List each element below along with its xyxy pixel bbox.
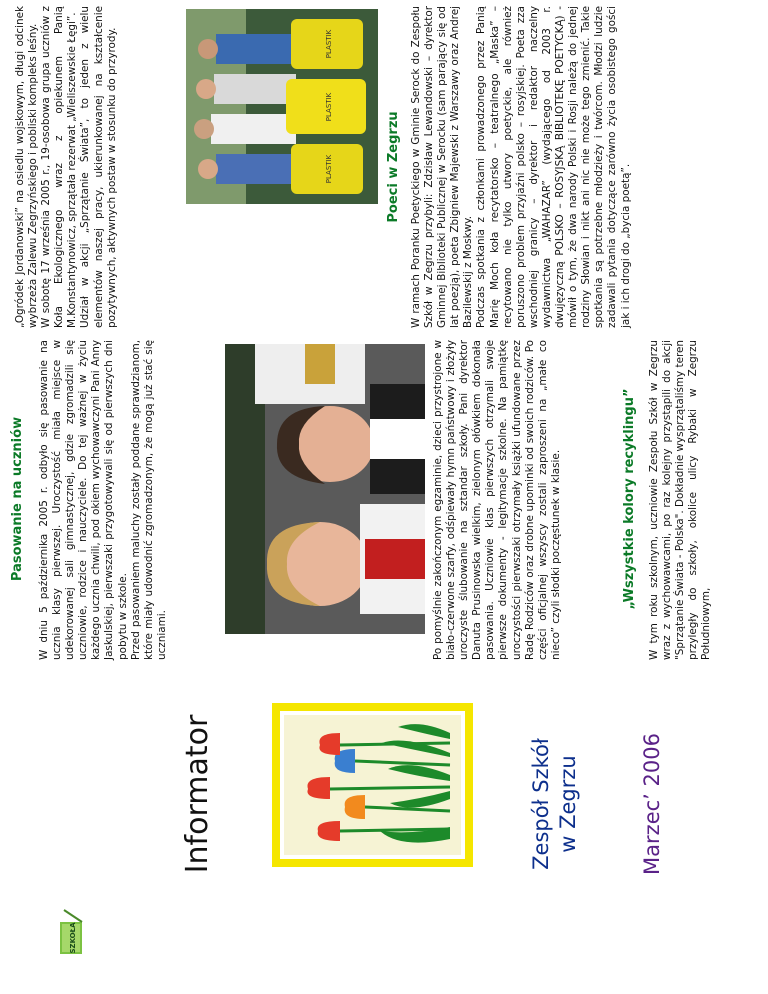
school-logo bbox=[52, 906, 92, 956]
poeci-panel bbox=[0, 0, 768, 334]
pasowanie-photo bbox=[225, 344, 425, 634]
pasowanie-text-top bbox=[38, 340, 169, 660]
recykling-text bbox=[648, 340, 713, 660]
poeci-text bbox=[410, 6, 633, 328]
recykling-continued bbox=[14, 6, 119, 328]
recykling-cont-2: W sobotę 17 września 2005 r., 19-osobowa grupa uczniów z Koła Ekologicznego wraz z opiekunem Panią M.Konstantynowicz, sprzątała rezerwat „Wieliszewskie Łęgi”. bbox=[40, 6, 79, 328]
logo-text: SZKOŁA bbox=[69, 922, 77, 954]
school-line-2: w Zegrzu bbox=[556, 755, 580, 853]
pasowanie-paragraph-2: Przed pasowaniem maluchy zostały poddane sprawdzianom, które miały udowodnić zgromadzonym, że mogą już stać się uczniami. bbox=[129, 340, 168, 660]
cover-panel bbox=[0, 664, 768, 994]
pasowanie-panel bbox=[0, 334, 768, 664]
tulips-illustration bbox=[270, 701, 475, 869]
poeci-title: Poeci w Zegrzu bbox=[386, 111, 401, 223]
pasowanie-title: Pasowanie na uczniów bbox=[10, 416, 25, 582]
school-line-1: Zespół Szkół bbox=[529, 738, 553, 870]
cover-date: Marzec’ 2006 bbox=[640, 733, 664, 875]
recykling-photo bbox=[186, 9, 378, 204]
bag-label-2: PLASTIK bbox=[325, 92, 333, 122]
bag-label-3: PLASTIK bbox=[325, 29, 333, 59]
recykling-cont-3: Udział w akcji „Sprzątanie Świata”, to jeden z wielu elementów naszej pracy, ukierunkowanej na kształcenie pozytywnych, aktywnych postaw w stosunku do przyrody. bbox=[79, 6, 118, 328]
pasowanie-paragraph-1: W dniu 5 października 2005 r. odbyło się pasowanie na ucznia klasy pierwszej. Uroczystość miała miejsce w udekorowanej sali gimnastycznej, gdzie zgromadzili się uczniowie, rodzice i nauczyciele. Do tej ważnej w życiu każdego ucznia chwili, pod okiem wychowawczyni Pani Anny Jaskulskiej, pierwszaki przygotowywali się od pierwszych dni pobytu w szkole. bbox=[38, 340, 129, 660]
bag-label-1: PLASTIK bbox=[325, 154, 333, 184]
pasowanie-text-bottom bbox=[432, 340, 563, 660]
recykling-title: „Wszystkie kolory recyklingu” bbox=[622, 388, 637, 610]
pasowanie-paragraph-3: Po pomyślnie zakończonym egzaminie, dzieci przystrojone w biało-czerwone szarfy, odśpiewały hymn państwowy i złożyły uroczyste ślubowanie na sztandar szkoły. Pani dyrektor Danuta Prusinowska wielkim, zielonym ołówkiem dokonała pasowania. Uczniowie klas pierwszych otrzymali swoje pierwsze dokumenty - legitymacje szkolne. Na pamiątkę uroczystości pierwszaki otrzymały książki ufundowane przez Radę Rodziców oraz drobne upominki od swoich rodziców. Po części oficjalnej wszyscy zostali zaproszeni na „małe co nieco” czyli słodki poczęstunek w klasie. bbox=[432, 340, 562, 660]
cover-title: Informator bbox=[180, 714, 215, 874]
poeci-paragraph-2: Podczas spotkania z członkami prowadzonego przez Panią Marię Moch koła recytatorsko – teatralnego „Maska” – recytowano nie tylko utwory poetyckie, ale również poruszono problem przyjaźni polsko – rosyjskiej. Poeta zza wschodniej granicy – dyrektor i redaktor naczelny wydawnictwa „WAHAZAR” (wydającego od 2003 r. dwujęzyczną POLSKO – ROSYJSKĄ BIBLIOTEKĘ POETYCKĄ) - mówił o tym, że dwa narody Polski i Rosji należą do jednej rodziny Słowian i nikt ani nic nie może tego zmienić. Takie spotkania są potrzebne młodzieży i twórcom. Młodzi ludzie zadawali pytania dotyczące zarówno życia osobistego gości jak i ich drogi do „bycia poetą”. bbox=[475, 6, 632, 328]
poeci-paragraph-1: W ramach Poranku Poetyckiego w Gminie Serock do Zespołu Szkół w Zegrzu przybyli: Zdzisław Lewandowski – dyrektor Gminnej Biblioteki Publicznej w Serocku (sam parający się od lat poezją), poeta Zbigniew Majewski z Warszawy oraz Andrej Bazilewskij z Moskwy. bbox=[410, 6, 475, 328]
cover-school-name bbox=[528, 664, 582, 944]
recykling-cont-1: „Ogródek Jordanowski” na osiedlu wojskowym, długi odcinek wybrzeża Zalewu Zegrzyńskiego i pobliski kompleks leśny. bbox=[14, 6, 40, 328]
recykling-paragraph-1: W tym roku szkolnym, uczniowie Zespołu Szkół w Zegrzu wraz z wychowawcami, po raz kolejny przystąpili do akcji "Sprzątanie Świata - Polska". Dokładnie wysprzątaliśmy teren przyległy do szkoły, okolice ulicy Rybaki w Zegrzu Południowym, bbox=[648, 340, 713, 660]
